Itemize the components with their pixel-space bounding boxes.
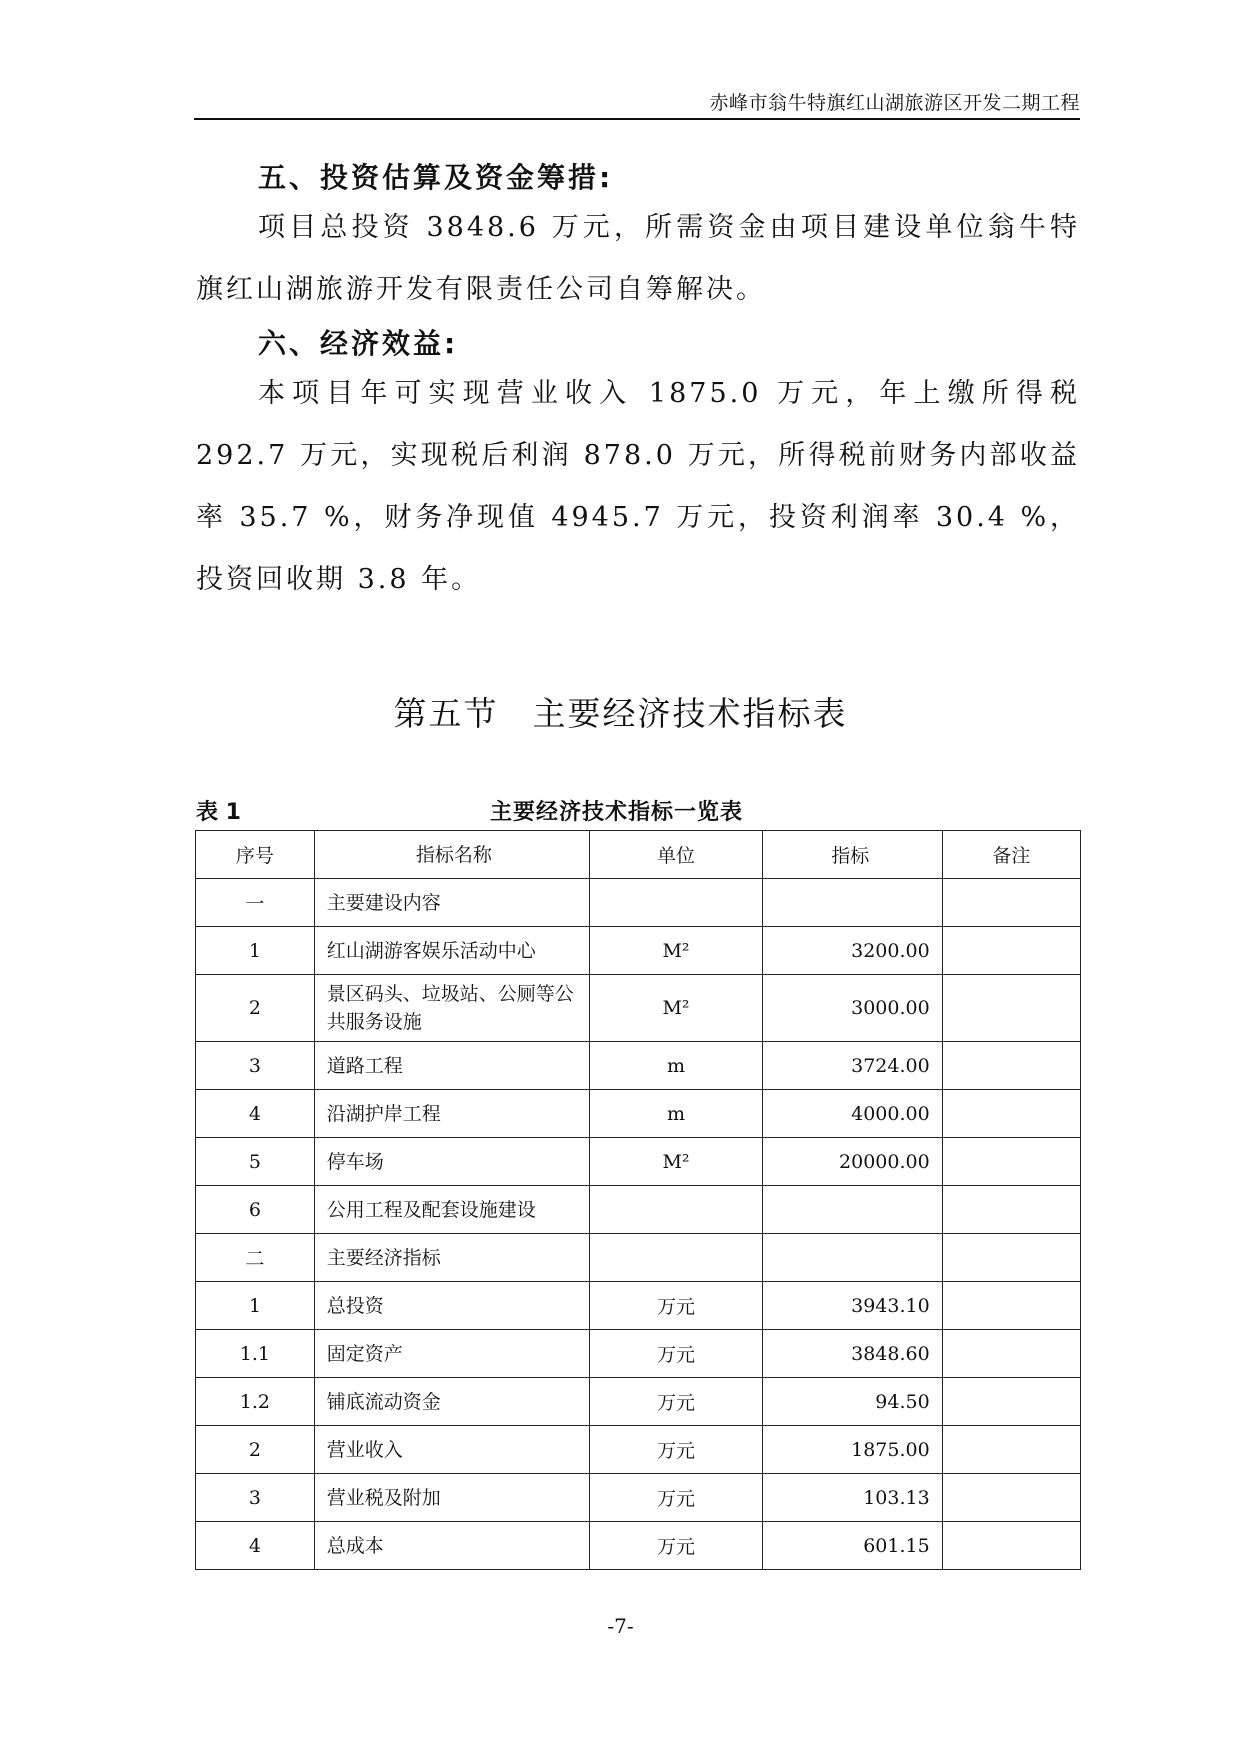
cell-unit: M²	[590, 927, 763, 975]
cell-note	[942, 1234, 1080, 1282]
cell-note	[942, 975, 1080, 1042]
cell-note	[942, 1090, 1080, 1138]
cell-no: 1.1	[196, 1330, 315, 1378]
indicator-table	[195, 830, 1081, 1570]
cell-unit	[590, 879, 763, 927]
table-row	[196, 1138, 1081, 1186]
table-row	[196, 1090, 1081, 1138]
running-header	[194, 84, 1080, 120]
cell-unit: 万元	[590, 1426, 763, 1474]
cell-value: 3000.00	[762, 975, 942, 1042]
page-number: -7-	[607, 1614, 634, 1638]
cell-unit: M²	[590, 975, 763, 1042]
cell-value	[762, 1186, 942, 1234]
cell-no: 3	[196, 1474, 315, 1522]
cell-note	[942, 1330, 1080, 1378]
cell-no: 1.2	[196, 1378, 315, 1426]
cell-name: 固定资产	[314, 1330, 589, 1378]
cell-note	[942, 1378, 1080, 1426]
cell-note	[942, 1474, 1080, 1522]
cell-note	[942, 1522, 1080, 1570]
cell-note	[942, 1186, 1080, 1234]
cell-no: 2	[196, 975, 315, 1042]
cell-value: 3200.00	[762, 927, 942, 975]
investment-heading: 五、投资估算及资金筹措:	[258, 161, 614, 194]
section-number: 第五节	[393, 694, 499, 733]
table-label: 表 1	[196, 800, 241, 825]
header-note: 备注	[942, 831, 1080, 879]
section-name: 主要经济技术指标表	[532, 694, 848, 733]
cell-value: 1875.00	[762, 1426, 942, 1474]
cell-no: 6	[196, 1186, 315, 1234]
table-header-row	[196, 831, 1081, 879]
cell-value: 601.15	[762, 1522, 942, 1570]
cell-unit: M²	[590, 1138, 763, 1186]
cell-value	[762, 1234, 942, 1282]
cell-note	[942, 927, 1080, 975]
section-title	[0, 688, 1241, 735]
cell-no: 3	[196, 1042, 315, 1090]
cell-note	[942, 1138, 1080, 1186]
cell-unit	[590, 1186, 763, 1234]
cell-name: 道路工程	[314, 1042, 589, 1090]
cell-note	[942, 1282, 1080, 1330]
benefit-paragraph: 本项目年可实现营业收入 1875.0 万元，年上缴所得税 292.7 万元，实现税后利润 878.0 万元，所得税前财务内部收益率 35.7 %，财务净现值 4945.7 万元，投资利润率 30.4 %，投资回收期 3.8 年。	[196, 378, 1080, 595]
cell-name: 公用工程及配套设施建设	[314, 1186, 589, 1234]
cell-unit	[590, 1234, 763, 1282]
cell-no: 2	[196, 1426, 315, 1474]
table-row	[196, 1186, 1081, 1234]
cell-name: 主要建设内容	[314, 879, 589, 927]
table-row	[196, 1234, 1081, 1282]
cell-name: 停车场	[314, 1138, 589, 1186]
cell-no: 4	[196, 1522, 315, 1570]
header-unit: 单位	[590, 831, 763, 879]
cell-no: 二	[196, 1234, 315, 1282]
cell-value	[762, 879, 942, 927]
table-row	[196, 1282, 1081, 1330]
table-row	[196, 1042, 1081, 1090]
cell-no: 1	[196, 927, 315, 975]
table-row	[196, 1378, 1081, 1426]
cell-value: 3943.10	[762, 1282, 942, 1330]
table-row	[196, 1522, 1081, 1570]
cell-no: 5	[196, 1138, 315, 1186]
cell-name: 主要经济指标	[314, 1234, 589, 1282]
cell-name: 营业收入	[314, 1426, 589, 1474]
table-row	[196, 879, 1081, 927]
cell-note	[942, 1042, 1080, 1090]
cell-unit: m	[590, 1042, 763, 1090]
cell-note	[942, 1426, 1080, 1474]
table-caption: 主要经济技术指标一览表	[490, 800, 744, 825]
table-row	[196, 1426, 1081, 1474]
cell-name: 总成本	[314, 1522, 589, 1570]
cell-no: 4	[196, 1090, 315, 1138]
cell-name: 铺底流动资金	[314, 1378, 589, 1426]
table-row	[196, 1330, 1081, 1378]
cell-unit: 万元	[590, 1282, 763, 1330]
cell-unit: 万元	[590, 1330, 763, 1378]
benefit-heading: 六、经济效益:	[258, 327, 459, 360]
cell-name: 景区码头、垃圾站、公厕等公共服务设施	[314, 975, 589, 1042]
cell-name: 总投资	[314, 1282, 589, 1330]
table-body	[196, 879, 1081, 1570]
cell-value: 20000.00	[762, 1138, 942, 1186]
table-row	[196, 975, 1081, 1042]
cell-value: 4000.00	[762, 1090, 942, 1138]
cell-no: 一	[196, 879, 315, 927]
cell-name: 沿湖护岸工程	[314, 1090, 589, 1138]
header-name: 指标名称	[314, 831, 589, 879]
cell-unit: 万元	[590, 1474, 763, 1522]
header-title: 赤峰市翁牛特旗红山湖旅游区开发二期工程	[709, 92, 1080, 114]
table-row	[196, 927, 1081, 975]
cell-value: 3848.60	[762, 1330, 942, 1378]
table-row	[196, 1474, 1081, 1522]
cell-name: 营业税及附加	[314, 1474, 589, 1522]
cell-unit: 万元	[590, 1522, 763, 1570]
cell-unit: 万元	[590, 1378, 763, 1426]
cell-name: 红山湖游客娱乐活动中心	[314, 927, 589, 975]
cell-value: 103.13	[762, 1474, 942, 1522]
header-value: 指标	[762, 831, 942, 879]
cell-note	[942, 879, 1080, 927]
header-no: 序号	[196, 831, 315, 879]
cell-value: 3724.00	[762, 1042, 942, 1090]
cell-unit: m	[590, 1090, 763, 1138]
cell-no: 1	[196, 1282, 315, 1330]
investment-paragraph: 项目总投资 3848.6 万元，所需资金由项目建设单位翁牛特旗红山湖旅游开发有限责任公司自筹解决。	[196, 212, 1080, 305]
cell-value: 94.50	[762, 1378, 942, 1426]
